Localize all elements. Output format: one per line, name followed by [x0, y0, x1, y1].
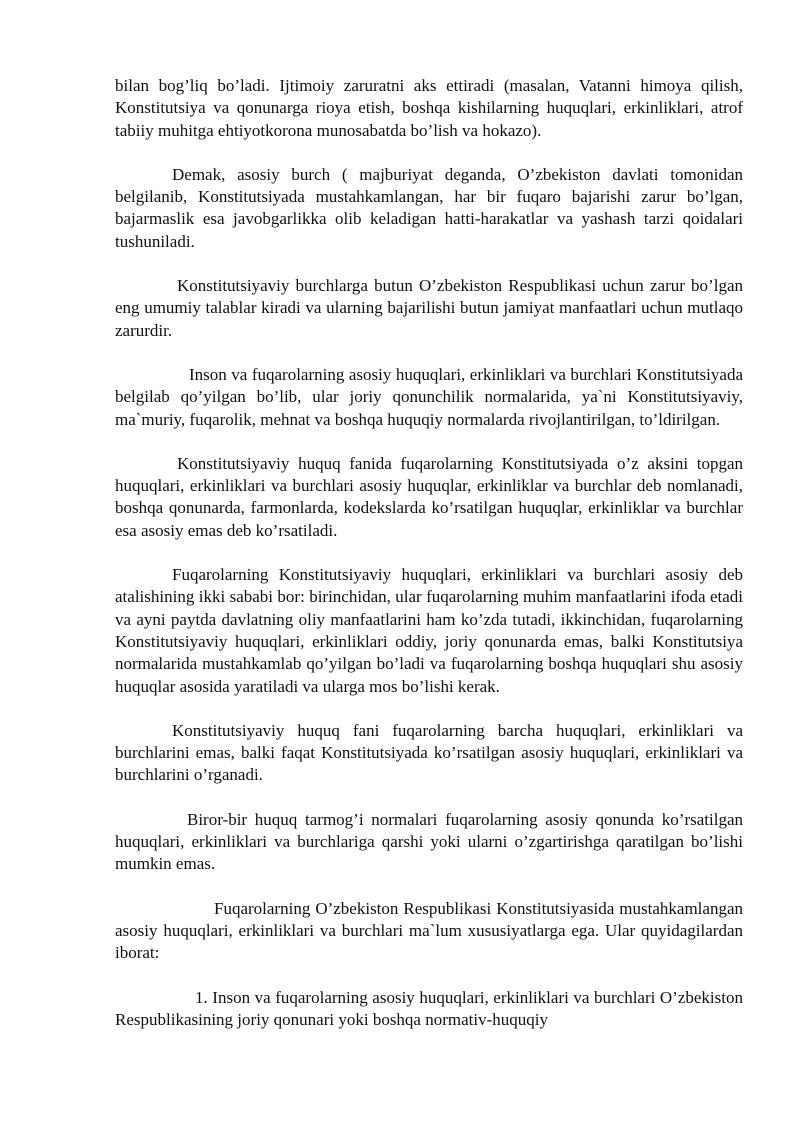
- document-body: [115, 75, 743, 1053]
- paragraph: Fuqarolarning O’zbekiston Respublikasi Konstitutsiyasida mustahkamlangan asosiy huquqlari, erkinliklari va burchlari ma`lum xususiyatlarga ega. Ular quyidagilardan iborat:: [115, 898, 743, 963]
- paragraph: Demak, asosiy burch ( majburiyat deganda, O’zbekiston davlati tomonidan belgilanib, Konstitutsiyada mustahkamlangan, har bir fuqaro bajarishi zarur bo’lgan, bajarmaslik esa javobgarlikka olib keladigan hatti-harakatlar va yashash tarzi qoidalari tushuniladi.: [115, 164, 743, 251]
- paragraph: Konstitutsiyaviy huquq fani fuqarolarning barcha huquqlari, erkinliklari va burchlarini emas, balki faqat Konstitutsiyada ko’rsatilgan asosiy huquqlari, erkinliklari va burchlarini o’rganadi.: [115, 720, 743, 785]
- paragraph: bilan bog’liq bo’ladi. Ijtimoiy zaruratni aks ettiradi (masalan, Vatanni himoya qilish, Konstitutsiya va qonunarga rioya etish, boshqa kishilarning huquqlari, erkinliklari, atrof tabiiy muhitga ehtiyotkorona munosabatda bo’lish va hokazo).: [115, 76, 743, 140]
- paragraph: Inson va fuqarolarning asosiy huquqlari, erkinliklari va burchlari Konstitutsiyada belgilab qo’yilgan bo’lib, ular joriy qonunchilik normalarida, ya`ni Konstitutsiyaviy, ma`muriy, fuqarolik, mehnat va boshqa huquqiy normalarda rivojlantirilgan, to’ldirilgan.: [115, 364, 743, 429]
- paragraph: Fuqarolarning Konstitutsiyaviy huquqlari, erkinliklari va burchlari asosiy deb atalishining ikki sababi bor: birinchidan, ular fuqarolarning muhim manfaatlarini ifoda etadi va ayni paytda davlatning oliy manfaatlarini ham ko’zda tutadi, ikkinchidan, fuqarolarning Konstitutsiyaviy huquqlari, erkinliklari oddiy, joriy qonunarda emas, balki Konstitutsiya normalarida mustahkamlab qo’yilgan bo’ladi va fuqarolarning boshqa huquqlari shu asosiy huquqlar asosida yaratiladi va ularga mos bo’lishi kerak.: [115, 565, 743, 696]
- paragraph: Konstitutsiyaviy burchlarga butun O’zbekiston Respublikasi uchun zarur bo’lgan eng umumiy talablar kiradi va ularning bajarilishi butun jamiyat manfaatlari uchun mutlaqo zarurdir.: [115, 276, 743, 340]
- paragraph: Biror-bir huquq tarmog’i normalari fuqarolarning asosiy qonunda ko’rsatilgan huquqlari, erkinliklari va burchlariga qarshi yoki ularni o’zgartirishga qaratilgan bo’lishi mumkin emas.: [115, 809, 743, 874]
- paragraph: 1. Inson va fuqarolarning asosiy huquqlari, erkinliklari va burchlari O’zbekiston Respublikasining joriy qonunari yoki boshqa normativ-huquqiy: [115, 987, 743, 1029]
- paragraph: Konstitutsiyaviy huquq fanida fuqarolarning Konstitutsiyada o’z aksini topgan huquqlari, erkinliklari va burchlari asosiy huquqlar, erkinliklar va burchlar deb nomlanadi, boshqa qonunarda, farmonlarda, kodekslarda ko’rsatilgan huquqlar, erkinliklar va burchlar esa asosiy emas deb ko’rsatiladi.: [115, 453, 743, 540]
